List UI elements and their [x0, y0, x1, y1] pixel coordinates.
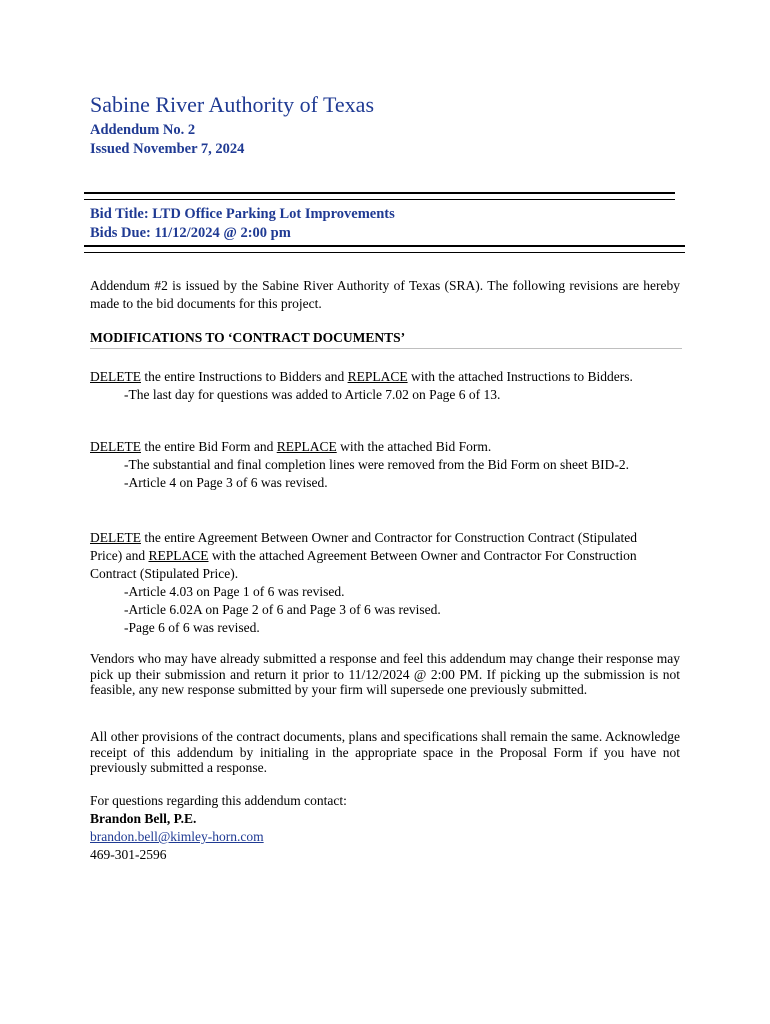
replace-keyword: REPLACE	[347, 369, 408, 384]
revision-note: -Article 6.02A on Page 2 of 6 and Page 3 of 6 was revised.	[124, 602, 441, 617]
other-provisions-paragraph: All other provisions of the contract documents, plans and specifications shall remain the same. Acknowledge receipt of this addendum by initialing in the appropriate space in the Proposal Form if you have not previously submitted a response.	[90, 729, 680, 775]
bids-due: Bids Due: 11/12/2024 @ 2:00 pm	[90, 225, 291, 241]
vendors-paragraph: Vendors who may have already submitted a response and feel this addendum may change their response may pick up their submission and return it prior to 11/12/2024 @ 2:00 PM. If picking up the submission is not feasible, any new response submitted by your firm will supersede one previously submitted.	[90, 651, 680, 697]
modification-middle: the entire Agreement Between Owner and Contractor for Construction Contract (Stipulated Price) and	[90, 530, 637, 563]
replace-keyword: REPLACE	[276, 439, 337, 454]
bid-title: Bid Title: LTD Office Parking Lot Improvements	[90, 206, 395, 222]
modification-text	[90, 438, 650, 456]
modifications-heading: MODIFICATIONS TO ‘CONTRACT DOCUMENTS’	[90, 330, 682, 349]
modification-item	[90, 438, 650, 492]
revision-note: -The last day for questions was added to Article 7.02 on Page 6 of 13.	[124, 387, 501, 402]
delete-keyword: DELETE	[90, 439, 141, 454]
replace-keyword: REPLACE	[148, 548, 209, 563]
revision-note: -Article 4.03 on Page 1 of 6 was revised.	[124, 584, 345, 599]
delete-keyword: DELETE	[90, 530, 141, 545]
bottom-divider	[84, 245, 685, 253]
top-divider	[84, 192, 675, 200]
addendum-number: Addendum No. 2	[90, 122, 196, 138]
contact-phone: 469-301-2596	[90, 847, 167, 862]
modification-text	[90, 529, 670, 583]
contact-name: Brandon Bell, P.E.	[90, 811, 197, 826]
modification-text	[90, 368, 650, 386]
contact-email-link[interactable]: brandon.bell@kimley-horn.com	[90, 829, 264, 844]
issued-date: Issued November 7, 2024	[90, 141, 245, 157]
contact-block	[90, 792, 347, 864]
modification-rest: with the attached Agreement Between Owner and Contractor For Construction Contract (Stipulated Price).	[90, 548, 637, 581]
modification-middle: the entire Instructions to Bidders and	[140, 369, 348, 384]
modification-rest: with the attached Bid Form.	[336, 439, 492, 454]
delete-keyword: DELETE	[90, 369, 141, 384]
revision-note: -The substantial and final completion lines were removed from the Bid Form on sheet BID-2.	[124, 457, 630, 472]
organization-title: Sabine River Authority of Texas	[90, 92, 375, 117]
modification-rest: with the attached Instructions to Bidders.	[407, 369, 633, 384]
modification-item	[90, 529, 670, 637]
revision-note: -Article 4 on Page 3 of 6 was revised.	[124, 475, 328, 490]
modification-item	[90, 368, 650, 404]
modification-middle: the entire Bid Form and	[140, 439, 277, 454]
revision-note: -Page 6 of 6 was revised.	[124, 620, 260, 635]
contact-intro: For questions regarding this addendum contact:	[90, 793, 347, 808]
intro-paragraph: Addendum #2 is issued by the Sabine River Authority of Texas (SRA). The following revisions are hereby made to the bid documents for this project.	[90, 278, 680, 311]
